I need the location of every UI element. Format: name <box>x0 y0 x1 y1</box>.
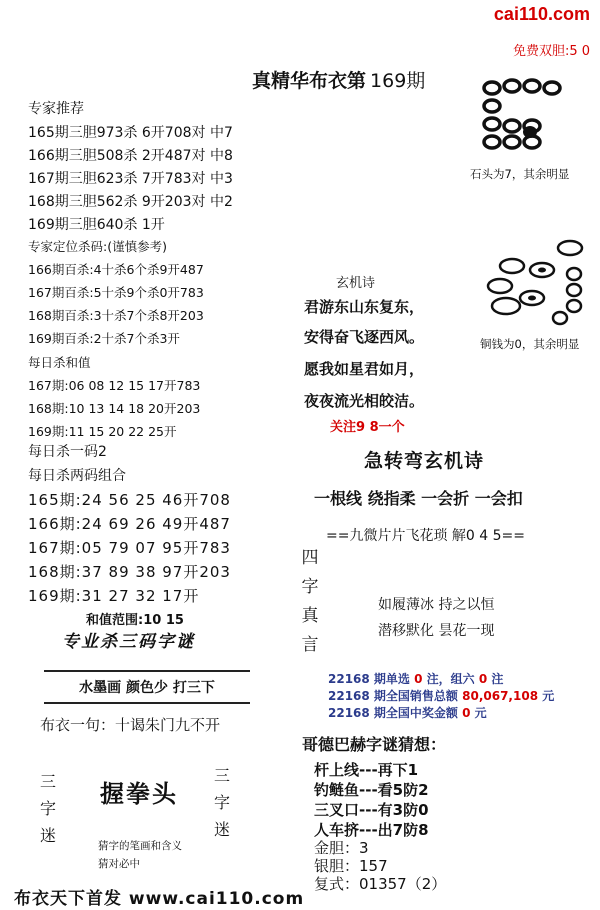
position-kill-line: 166期百杀:4十杀6个杀9开487 <box>28 262 204 277</box>
footer-banner[interactable]: 布衣天下首发 www.cai110.com <box>14 889 305 909</box>
stone-caption: 石头为7，其余明显 <box>470 167 570 181</box>
lottery-text: 注 <box>491 672 504 686</box>
sharp-turn-solution: ==九微片片飞花琐 解0 4 5== <box>326 528 525 544</box>
poem-line: 夜夜流光相皎洁。 <box>304 392 425 410</box>
site-logo[interactable]: cai110.com <box>493 4 590 24</box>
guess-note: 猜字的笔画和含义 <box>98 840 182 852</box>
three-char-right: 三字迷 <box>213 766 230 839</box>
sharp-turn-title: 急转弯玄机诗 <box>364 450 485 472</box>
daily-pair-line: 167期:05 79 07 95开783 <box>28 539 231 557</box>
lottery-value: 80,067,108 <box>462 689 539 703</box>
coin-caption: 铜钱为0，其余明显 <box>480 337 580 351</box>
daily-sum-heading: 每日杀和值 <box>28 355 91 370</box>
daily-pair-heading: 每日杀两码组合 <box>28 468 126 484</box>
fist-riddle: 握拳头 <box>100 780 178 808</box>
poem-focus: 关注9 8一个 <box>330 420 405 435</box>
lottery-value: 0 <box>462 706 471 720</box>
issue-number: 169期 <box>370 70 426 92</box>
position-kill-line: 167期百杀:5十杀9个杀0开783 <box>28 285 204 300</box>
poem-line: 愿我如星君如月， <box>304 360 425 378</box>
free-pick: 免费双胆:5 0 <box>512 44 590 59</box>
lottery-text: 元 <box>474 706 487 720</box>
four-char-line: 如履薄冰 持之以恒 <box>378 597 495 613</box>
ink-painting-riddle: 水墨画 颜色少 打三下 <box>44 670 250 704</box>
goldbach-line: 钓鲢鱼---看5防2 <box>314 781 429 799</box>
guess-note: 猜对必中 <box>98 858 140 870</box>
expert-line: 168期三胆562杀 9开203对 中2 <box>28 194 233 210</box>
daily-sum-line: 167期:06 08 12 15 17开783 <box>28 378 201 393</box>
poem-heading: 玄机诗 <box>336 276 376 291</box>
lottery-value: 0 <box>414 672 423 686</box>
goldbach-line: 复式：01357（2） <box>314 875 447 893</box>
four-char-line: 潜移默化 昙花一现 <box>378 623 495 639</box>
expert-heading: 专家推荐 <box>28 101 84 117</box>
goldbach-line: 人车挤---出7防8 <box>314 821 429 839</box>
sum-range: 和值范围:10 15 <box>86 613 184 628</box>
expert-line: 167期三胆623杀 7开783对 中3 <box>28 171 233 187</box>
daily-sum-line: 169期:11 15 20 22 25开 <box>28 424 177 439</box>
goldbach-line: 三叉口---有3防0 <box>314 801 429 819</box>
position-kill-line: 168期百杀:3十杀7个杀8开203 <box>28 308 204 323</box>
buyi-line: 布衣一句：十谒朱门九不开 <box>40 716 221 734</box>
kill-three-title: 专业杀三码字谜 <box>62 632 195 652</box>
daily-sum-line: 168期:10 13 14 18 20开203 <box>28 401 201 416</box>
lottery-text: 22168 期单选 <box>328 672 410 686</box>
goldbach-line: 杆上线---再下1 <box>314 761 419 779</box>
coin-pattern-icon <box>480 234 590 334</box>
four-char-label: 四字真言 <box>301 548 319 655</box>
lottery-text: 22168 期全国中奖金额 <box>328 706 458 720</box>
lottery-text: 元 <box>542 689 555 703</box>
daily-pair-line: 169期:31 27 32 17开 <box>28 587 200 605</box>
sharp-turn-line: 一根线 绕指柔 一会折 一会扣 <box>314 489 523 508</box>
lottery-value: 0 <box>478 672 488 686</box>
stone-pattern-icon <box>478 76 588 166</box>
lottery-text: 注，组六 <box>426 672 475 686</box>
title-text: 真精华布衣第 <box>252 70 367 92</box>
position-kill-heading: 专家定位杀码:(谨慎参考) <box>28 239 167 254</box>
three-char-left: 三字迷 <box>39 772 56 845</box>
lottery-text: 22168 期全国销售总额 <box>328 689 458 703</box>
expert-line: 165期三胆973杀 6开708对 中7 <box>28 125 233 141</box>
goldbach-title: 哥德巴赫字谜猜想： <box>302 735 447 754</box>
position-kill-line: 169期百杀:2十杀7个杀3开 <box>28 331 180 346</box>
daily-pair-line: 165期:24 56 25 46开708 <box>28 491 231 509</box>
expert-line: 169期三胆640杀 1开 <box>28 217 165 233</box>
page-title <box>252 66 425 93</box>
lottery-prize <box>328 704 487 721</box>
goldbach-line: 银胆：157 <box>314 857 388 875</box>
poem-line: 君游东山东复东， <box>304 298 425 316</box>
daily-pair-line: 168期:37 89 38 97开203 <box>28 563 231 581</box>
lottery-single <box>328 670 503 687</box>
expert-line: 166期三胆508杀 2开487对 中8 <box>28 148 233 164</box>
daily-pair-line: 166期:24 69 26 49开487 <box>28 515 231 533</box>
goldbach-line: 金胆：3 <box>314 839 369 857</box>
lottery-sales <box>328 687 554 704</box>
poem-line: 安得奋飞逐西风。 <box>304 328 425 346</box>
daily-kill-one: 每日杀一码2 <box>28 444 107 460</box>
